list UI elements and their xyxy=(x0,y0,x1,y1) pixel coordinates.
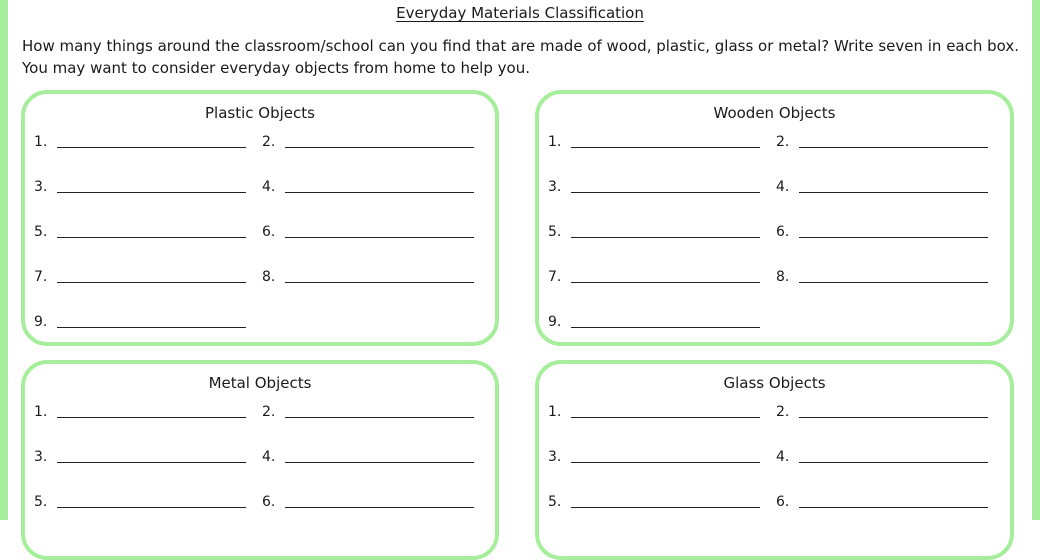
box-title: Metal Objects xyxy=(208,374,312,392)
answer-line[interactable] xyxy=(799,147,988,148)
answer-line[interactable] xyxy=(285,417,474,418)
answer-entry xyxy=(34,314,248,334)
answer-entry xyxy=(776,404,990,424)
answer-line[interactable] xyxy=(57,327,246,328)
entry-number: 3. xyxy=(34,179,48,195)
answer-entry xyxy=(776,494,990,514)
answer-line[interactable] xyxy=(285,282,474,283)
box-title: Plastic Objects xyxy=(205,104,315,122)
answer-line[interactable] xyxy=(285,462,474,463)
answer-line[interactable] xyxy=(57,462,246,463)
answer-entry xyxy=(262,404,476,424)
glass-objects-box xyxy=(535,360,1014,560)
right-frame-border xyxy=(1032,0,1040,520)
answer-line[interactable] xyxy=(285,237,474,238)
entry-number: 1. xyxy=(548,404,562,420)
answer-line[interactable] xyxy=(799,192,988,193)
instructions-text: How many things around the classroom/school can you find that are made of wood, plastic, glass or metal? Write seven in each box. You may want to consider everyday objects from home to help you. xyxy=(22,37,1020,77)
answer-line[interactable] xyxy=(799,507,988,508)
answer-entry xyxy=(262,269,476,289)
entry-number: 2. xyxy=(776,404,790,420)
worksheet-title: Everyday Materials Classification xyxy=(396,4,644,22)
answer-entry xyxy=(262,224,476,244)
answer-entry xyxy=(776,224,990,244)
left-frame-border xyxy=(0,0,8,520)
answer-entry xyxy=(34,494,248,514)
answer-entry xyxy=(776,269,990,289)
answer-line[interactable] xyxy=(571,147,760,148)
entry-number: 5. xyxy=(548,494,562,510)
answer-entry xyxy=(548,314,762,334)
answer-line[interactable] xyxy=(57,147,246,148)
entry-number: 1. xyxy=(34,134,48,150)
answer-entry xyxy=(34,449,248,469)
answer-line[interactable] xyxy=(57,417,246,418)
answer-entry xyxy=(548,224,762,244)
answer-line[interactable] xyxy=(571,282,760,283)
entry-number: 1. xyxy=(34,404,48,420)
entry-number: 5. xyxy=(34,494,48,510)
answer-line[interactable] xyxy=(57,192,246,193)
answer-entry xyxy=(34,179,248,199)
answer-line[interactable] xyxy=(799,282,988,283)
entry-number: 7. xyxy=(548,269,562,285)
answer-entry xyxy=(776,179,990,199)
answer-entry xyxy=(548,494,762,514)
entry-number: 4. xyxy=(262,179,276,195)
entry-number: 3. xyxy=(548,179,562,195)
answer-entry xyxy=(262,494,476,514)
answer-entry xyxy=(262,134,476,154)
entry-number: 3. xyxy=(548,449,562,465)
answer-entry xyxy=(548,134,762,154)
entry-number: 5. xyxy=(548,224,562,240)
entry-number: 9. xyxy=(548,314,562,330)
answer-line[interactable] xyxy=(571,192,760,193)
answer-entry xyxy=(34,269,248,289)
metal-objects-box xyxy=(21,360,499,560)
answer-entry xyxy=(776,449,990,469)
answer-line[interactable] xyxy=(571,462,760,463)
entry-number: 6. xyxy=(262,494,276,510)
entry-number: 4. xyxy=(776,179,790,195)
entry-number: 9. xyxy=(34,314,48,330)
answer-entry xyxy=(34,404,248,424)
entry-number: 1. xyxy=(548,134,562,150)
entry-number: 4. xyxy=(776,449,790,465)
entry-number: 2. xyxy=(262,134,276,150)
entry-number: 6. xyxy=(776,494,790,510)
entry-number: 3. xyxy=(34,449,48,465)
answer-line[interactable] xyxy=(799,462,988,463)
answer-line[interactable] xyxy=(571,417,760,418)
answer-line[interactable] xyxy=(285,147,474,148)
box-title: Glass Objects xyxy=(723,374,826,392)
entry-number: 4. xyxy=(262,449,276,465)
entry-number: 5. xyxy=(34,224,48,240)
answer-line[interactable] xyxy=(285,192,474,193)
answer-entry xyxy=(776,134,990,154)
entry-number: 6. xyxy=(776,224,790,240)
entry-number: 7. xyxy=(34,269,48,285)
answer-line[interactable] xyxy=(799,237,988,238)
wooden-objects-box xyxy=(535,90,1014,346)
answer-entry xyxy=(34,134,248,154)
answer-line[interactable] xyxy=(571,507,760,508)
entry-number: 2. xyxy=(262,404,276,420)
answer-entry xyxy=(548,449,762,469)
answer-entry xyxy=(262,179,476,199)
answer-line[interactable] xyxy=(799,417,988,418)
answer-line[interactable] xyxy=(571,327,760,328)
answer-entry xyxy=(34,224,248,244)
answer-entry xyxy=(548,404,762,424)
answer-line[interactable] xyxy=(285,507,474,508)
entry-number: 6. xyxy=(262,224,276,240)
answer-line[interactable] xyxy=(57,237,246,238)
answer-entry xyxy=(262,449,476,469)
answer-line[interactable] xyxy=(571,237,760,238)
entry-number: 8. xyxy=(262,269,276,285)
entry-number: 2. xyxy=(776,134,790,150)
answer-line[interactable] xyxy=(57,507,246,508)
box-title: Wooden Objects xyxy=(713,104,836,122)
answer-entry xyxy=(548,179,762,199)
entry-number: 8. xyxy=(776,269,790,285)
answer-line[interactable] xyxy=(57,282,246,283)
plastic-objects-box xyxy=(21,90,499,346)
answer-entry xyxy=(548,269,762,289)
